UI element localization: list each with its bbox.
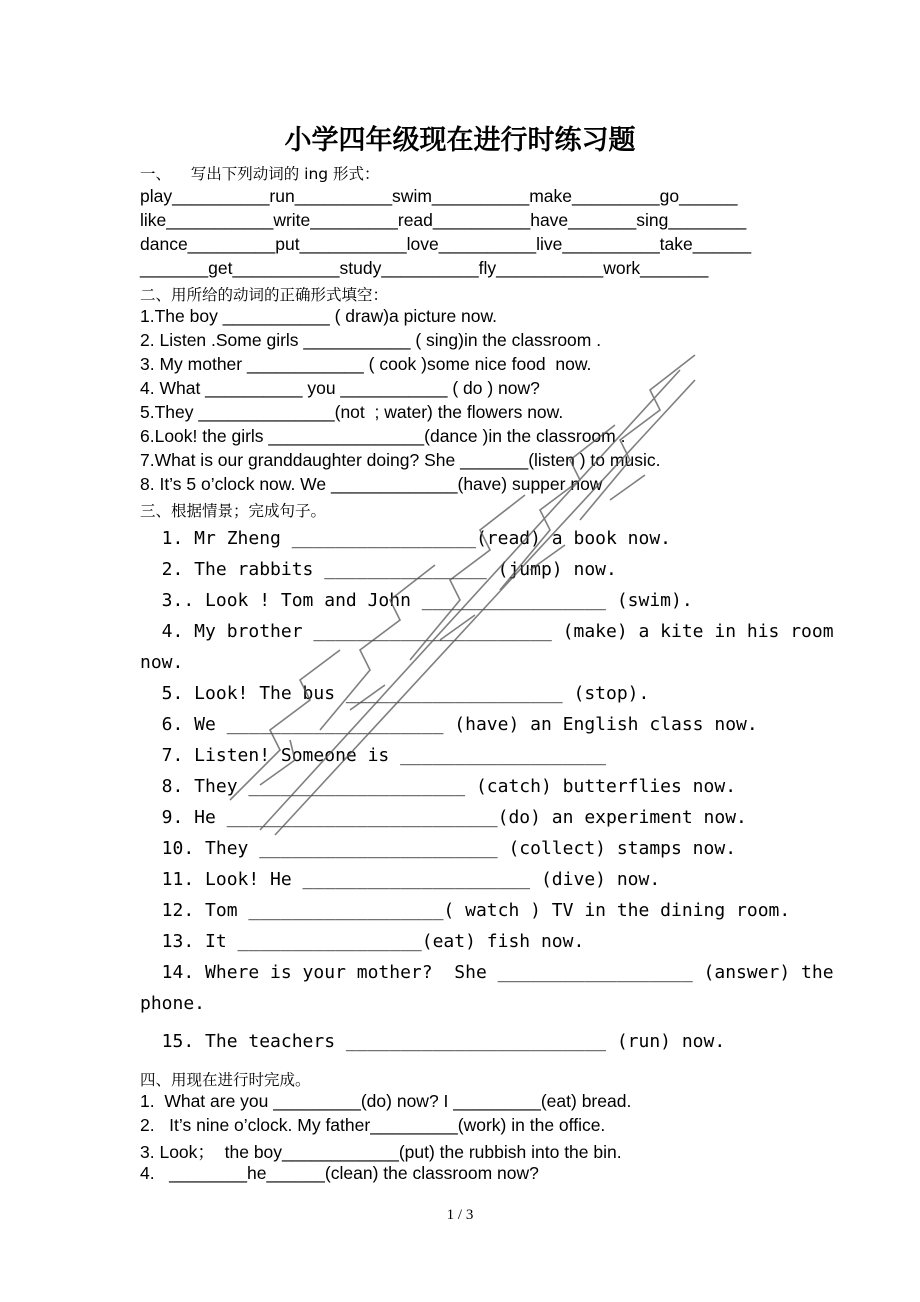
section2-item: 8. It’s 5 o’clock now. We _____________(have) supper now bbox=[140, 474, 603, 494]
section1-row: like___________write_________read__________have_______sing________ bbox=[140, 210, 747, 230]
section3-item: 3.. Look ! Tom and John _________________ (swim). bbox=[140, 590, 693, 611]
section4-item: 4. ________he______(clean) the classroom now? bbox=[140, 1163, 539, 1183]
section4-item: 3. Look； the boy____________(put) the rubbish into the bin. bbox=[140, 1142, 622, 1162]
section2-item: 1.The boy ___________ ( draw)a picture now. bbox=[140, 306, 498, 326]
section2-item: 6.Look! the girls ________________(dance )in the classroom . bbox=[140, 426, 626, 446]
section2-item: 7.What is our granddaughter doing? She _______(listen ) to music. bbox=[140, 450, 661, 470]
section2-item: 5.They ______________(not ; water) the flowers now. bbox=[140, 402, 564, 422]
section4-item: 1. What are you _________(do) now? I _________(eat) bread. bbox=[140, 1091, 632, 1111]
section3-item: phone. bbox=[140, 993, 206, 1014]
section3-item: 8. They ____________________ (catch) butterflies now. bbox=[140, 776, 737, 797]
section3-item: 9. He _________________________(do) an experiment now. bbox=[140, 807, 747, 828]
section3-item: 11. Look! He _____________________ (dive) now. bbox=[140, 869, 661, 890]
section3-item: 15. The teachers ________________________ (run) now. bbox=[140, 1031, 726, 1052]
section1-row: play__________run__________swim__________make_________go______ bbox=[140, 186, 738, 206]
section3-item: 7. Listen! Someone is ___________________ bbox=[140, 745, 606, 766]
section3-item: 6. We ____________________ (have) an English class now. bbox=[140, 714, 758, 735]
section4-heading: 四、用现在进行时完成。 bbox=[140, 1071, 311, 1089]
section4-item: 2. It’s nine o’clock. My father_________(work) in the office. bbox=[140, 1115, 606, 1135]
section3-item: 5. Look! The bus ____________________ (stop). bbox=[140, 683, 650, 704]
section3-item: 1. Mr Zheng _________________(read) a book now. bbox=[140, 528, 672, 549]
section3-item: 14. Where is your mother? She __________________ (answer) the bbox=[140, 962, 834, 983]
section3-item: now. bbox=[140, 652, 184, 673]
section2-heading: 二、用所给的动词的正确形式填空： bbox=[140, 286, 389, 304]
section1-row: _______get___________study__________fly___________work_______ bbox=[140, 258, 709, 278]
section2-item: 3. My mother ____________ ( cook )some nice food now. bbox=[140, 354, 592, 374]
section3-item: 2. The rabbits _______________ (jump) now. bbox=[140, 559, 617, 580]
section3-item: 10. They ______________________ (collect) stamps now. bbox=[140, 838, 737, 859]
section2-item: 4. What __________ you ___________ ( do ) now? bbox=[140, 378, 540, 398]
section3-heading: 三、根据情景；完成句子。 bbox=[140, 502, 327, 520]
section3-item: 4. My brother ______________________ (make) a kite in his room bbox=[140, 621, 834, 642]
section3-item: 12. Tom __________________( watch ) TV in the dining room. bbox=[140, 900, 791, 921]
section2-item: 2. Listen .Some girls ___________ ( sing)in the classroom . bbox=[140, 330, 602, 350]
page-title: 小学四年级现在进行时练习题 bbox=[284, 125, 636, 156]
section3-item: 13. It _________________(eat) fish now. bbox=[140, 931, 585, 952]
section1-heading: 一、 写出下列动词的 ing 形式： bbox=[140, 165, 380, 183]
section1-row: dance_________put___________love__________live__________take______ bbox=[140, 234, 752, 254]
page-number: 1 / 3 bbox=[446, 1207, 474, 1223]
